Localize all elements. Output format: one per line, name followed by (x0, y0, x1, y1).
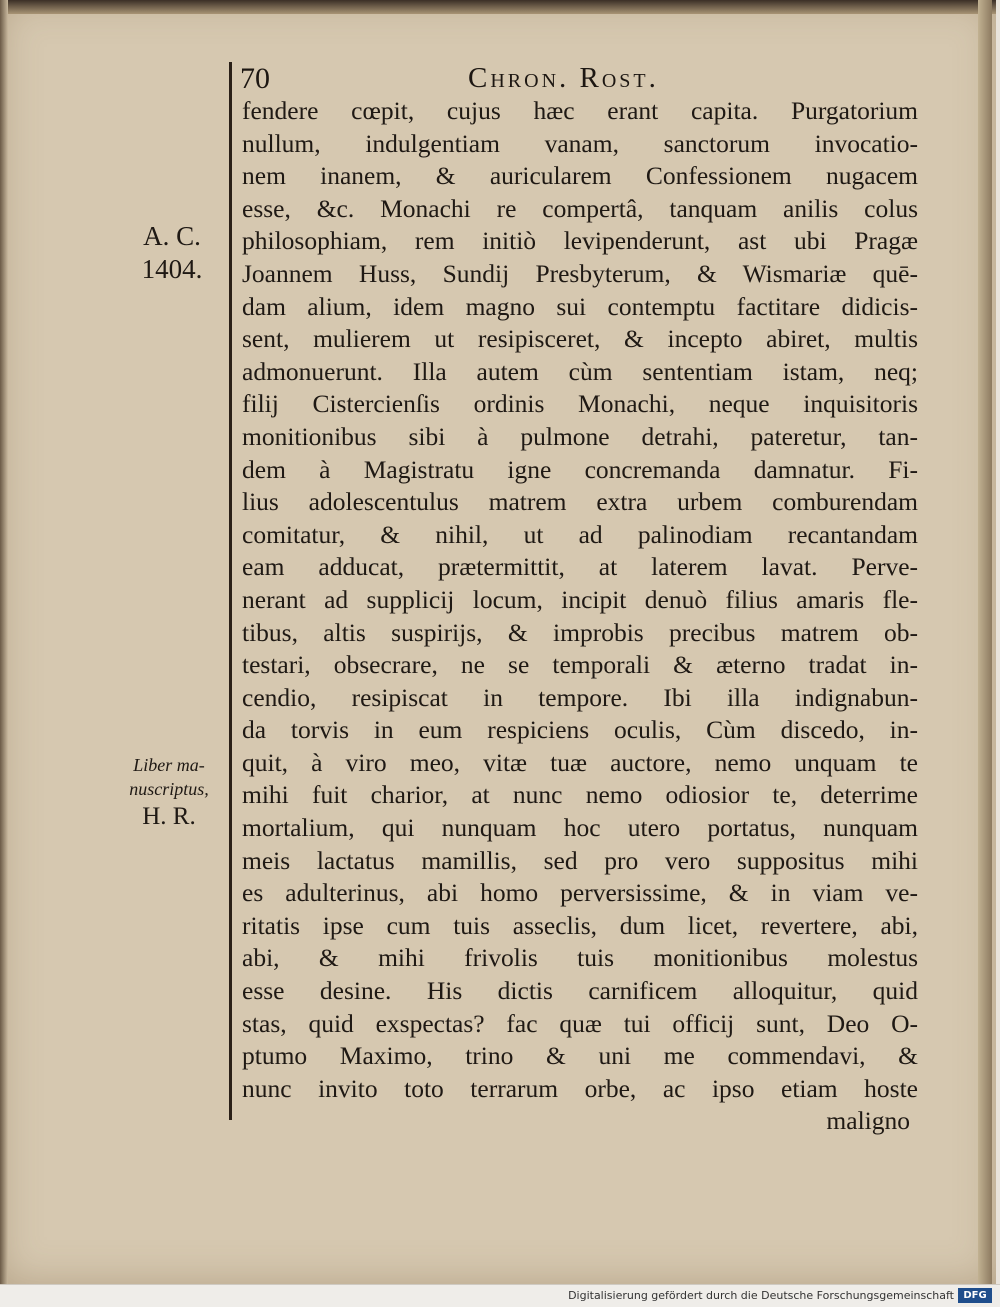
page-header (240, 62, 920, 98)
page-right-edge (978, 0, 992, 1284)
text-line: filij Cistercienſis ordinis Monachi, neque inquisitoris (242, 389, 918, 419)
year-label: A. C. (143, 221, 201, 251)
text-line: es adulterinus, abi homo perversissime, & in viam ve- (242, 878, 918, 908)
text-line: tibus, altis suspirijs, & improbis precibus matrem ob- (242, 617, 918, 647)
source-line-1: Liber ma- (133, 755, 205, 775)
text-line: mihi fuit charior, at nunc nemo odiosior te, deterrime (242, 780, 918, 810)
text-line: dem à Magistratu igne concremanda damnatur. Fi- (242, 454, 918, 484)
year-value: 1404. (141, 254, 203, 284)
text-line: sent, mulierem ut resipisceret, & incepto abiret, multis (242, 324, 918, 354)
text-line: comitatur, & nihil, ut ad palinodiam recantandam (242, 519, 918, 549)
running-title: Chron. Rost. (468, 62, 659, 94)
margin-rule (229, 62, 232, 1120)
text-line: maligno (826, 1106, 910, 1136)
text-line: nerant ad supplicij locum, incipit denuò filius amaris fle- (242, 584, 918, 614)
page-top-edge (0, 0, 996, 14)
text-line: ptumo Maximo, trino & uni me commendavi, & (242, 1041, 918, 1071)
source-abbreviation: H. R. (142, 803, 196, 830)
body-text (242, 95, 918, 1138)
margin-source-note (110, 753, 228, 833)
text-line: monitionibus sibi à pulmone detrahi, pateretur, tan- (242, 421, 918, 451)
text-line: philosophiam, rem initiò levipenderunt, ast ubi Pragæ (242, 226, 918, 256)
text-line: Joannem Huss, Sundij Presbyterum, & Wismariæ quē- (242, 258, 918, 288)
text-line: nem inanem, & auricularem Confessionem nugacem (242, 161, 918, 191)
text-line: nunc invito toto terrarum orbe, ac ipso etiam hoste (242, 1073, 918, 1103)
text-line: admonuerunt. Illa autem cùm sententiam istam, neq; (242, 356, 918, 386)
page-number: 70 (240, 62, 270, 95)
text-line: dam alium, idem magno sui contemptu factitare didicis- (242, 291, 918, 321)
text-line: lius adolescentulus matrem extra urbem comburendam (242, 487, 918, 517)
text-line: cendio, resipiscat in tempore. Ibi illa indignabun- (242, 682, 918, 712)
text-line: testari, obsecrare, ne se temporali & æterno tradat in- (242, 650, 918, 680)
margin-year-note (118, 220, 226, 286)
text-line: fendere cœpit, cujus hæc erant capita. Purgatorium (242, 96, 918, 125)
text-line: meis lactatus mamillis, sed pro vero suppositus mihi (242, 845, 918, 875)
text-line: da torvis in eum respiciens oculis, Cùm discedo, in- (242, 715, 918, 745)
text-line: abi, & mihi frivolis tuis monitionibus molestus (242, 943, 918, 973)
funding-credit: Digitalisierung gefördert durch die Deutsche Forschungsgemeinschaft (568, 1289, 954, 1302)
text-line: quit, à viro meo, vitæ tuæ auctore, nemo unquam te (242, 747, 918, 777)
dfg-logo: DFG (958, 1288, 992, 1303)
text-line: ritatis ipse cum tuis asseclis, dum licet, revertere, abi, (242, 910, 918, 940)
page-left-edge (0, 0, 8, 1284)
footer-bar (0, 1284, 1000, 1307)
text-line: mortalium, qui nunquam hoc utero portatus, nunquam (242, 813, 918, 843)
source-line-2: nuscriptus, (129, 779, 209, 799)
text-line: eam adducat, prætermittit, at laterem lavat. Perve- (242, 552, 918, 582)
text-line: stas, quid exspectas? fac quæ tui officij sunt, Deo O- (242, 1008, 918, 1038)
text-line: esse desine. His dictis carnificem alloquitur, quid (242, 976, 918, 1006)
text-line: nullum, indulgentiam vanam, sanctorum invocatio- (242, 128, 918, 158)
text-line: esse, &c. Monachi re compertâ, tanquam anilis colus (242, 193, 918, 223)
